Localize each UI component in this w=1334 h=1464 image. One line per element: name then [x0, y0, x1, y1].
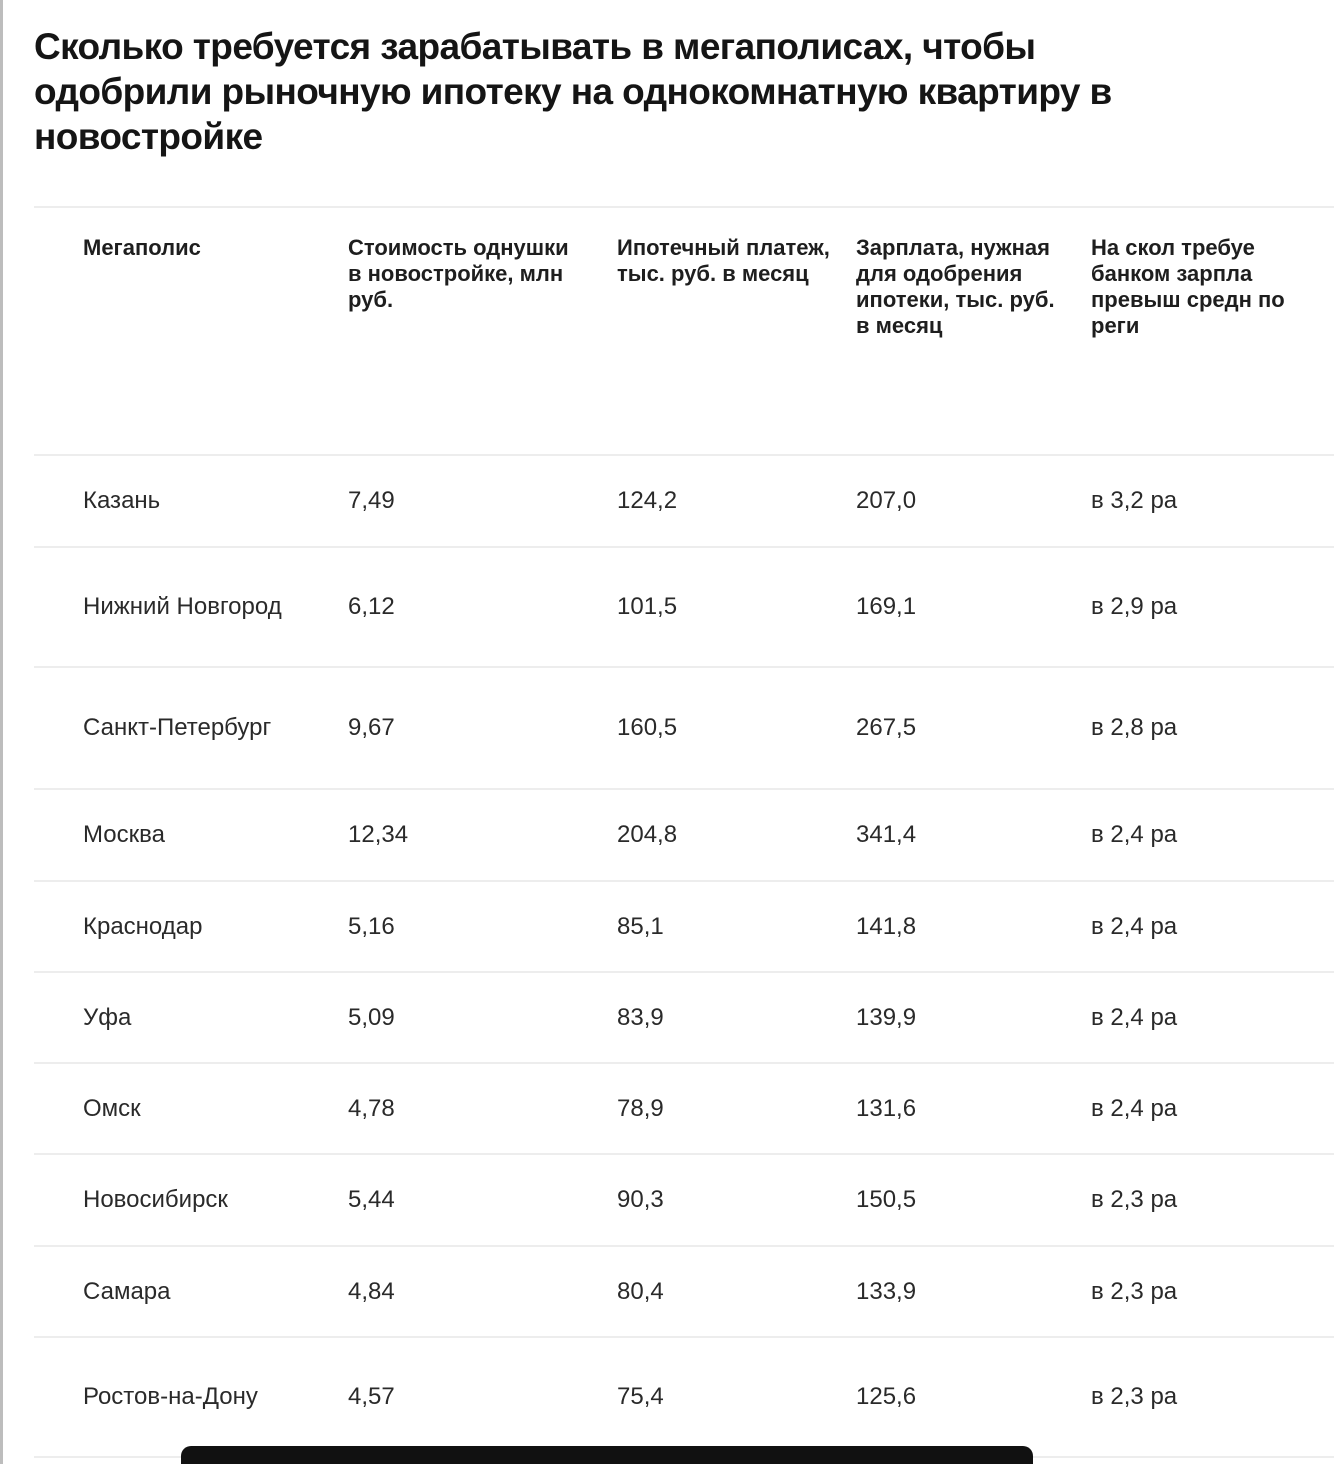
header-ratio: На скол требуе банком зарпла превыш средн по реги [1091, 235, 1285, 338]
table-header-row [34, 208, 1334, 456]
header-payment: Ипотечный платеж, тыс. руб. в месяц [617, 235, 830, 286]
cell-ratio: в 2,3 ра [1091, 1277, 1178, 1305]
table-row [34, 1338, 1334, 1458]
cell-price: 5,09 [348, 1003, 395, 1031]
cell-price: 7,49 [348, 487, 395, 514]
table-row [34, 1064, 1334, 1155]
cell-payment: 160,5 [617, 714, 678, 741]
cell-ratio: в 2,4 ра [1091, 1003, 1178, 1031]
cell-salary: 133,9 [856, 1277, 917, 1305]
header-price: Стоимость однушки в новостройке, млн руб. [348, 235, 569, 312]
cell-salary: 150,5 [856, 1186, 917, 1213]
cell-payment: 75,4 [617, 1383, 664, 1410]
cell-salary: 141,8 [856, 912, 917, 940]
cell-price: 4,78 [348, 1094, 395, 1122]
cell-salary: 131,6 [856, 1094, 917, 1122]
cell-city: Краснодар [83, 912, 203, 940]
cell-payment: 124,2 [617, 487, 678, 514]
header-salary: Зарплата, нужная для одобрения ипотеки, тыс. руб. в месяц [856, 235, 1055, 338]
cell-salary: 267,5 [856, 714, 917, 741]
cell-payment: 78,9 [617, 1094, 664, 1122]
mortgage-table [34, 206, 1334, 1458]
header-city: Мегаполис [83, 235, 201, 260]
cell-payment: 90,3 [617, 1186, 664, 1213]
article-title: Сколько требуется зарабатывать в мегаполисах, чтобы одобрили рыночную ипотеку на однокомнатную квартиру в новостройке [34, 26, 1112, 157]
screen-edge [0, 0, 3, 1464]
cell-price: 5,16 [348, 912, 395, 940]
table-row [34, 1247, 1334, 1338]
table-row [34, 456, 1334, 548]
cell-payment: 204,8 [617, 821, 678, 848]
cell-payment: 101,5 [617, 593, 678, 620]
cell-ratio: в 3,2 ра [1091, 487, 1178, 514]
cell-salary: 169,1 [856, 593, 917, 620]
cell-payment: 83,9 [617, 1003, 664, 1031]
cell-city: Новосибирск [83, 1186, 228, 1213]
cell-salary: 207,0 [856, 487, 917, 514]
cell-salary: 341,4 [856, 821, 917, 848]
table-row [34, 790, 1334, 882]
table-row [34, 882, 1334, 973]
cell-city: Казань [83, 487, 161, 514]
cell-salary: 139,9 [856, 1003, 917, 1031]
cell-price: 4,57 [348, 1383, 395, 1410]
cell-city: Уфа [83, 1003, 132, 1031]
cell-city: Ростов-на-Дону [83, 1383, 258, 1410]
cell-payment: 80,4 [617, 1277, 664, 1305]
table-row [34, 668, 1334, 790]
cell-city: Самара [83, 1277, 171, 1305]
cell-city: Омск [83, 1094, 141, 1122]
cell-ratio: в 2,4 ра [1091, 821, 1178, 848]
cell-price: 4,84 [348, 1277, 395, 1305]
cell-city: Санкт-Петербург [83, 714, 272, 741]
cell-city: Нижний Новгород [83, 593, 282, 620]
cell-ratio: в 2,3 ра [1091, 1186, 1178, 1213]
cell-salary: 125,6 [856, 1383, 917, 1410]
home-indicator-bar[interactable] [181, 1446, 1033, 1464]
cell-ratio: в 2,8 ра [1091, 714, 1178, 741]
cell-city: Москва [83, 821, 165, 848]
cell-payment: 85,1 [617, 912, 664, 940]
cell-ratio: в 2,3 ра [1091, 1383, 1178, 1410]
cell-price: 12,34 [348, 821, 409, 848]
table-row [34, 1155, 1334, 1247]
cell-ratio: в 2,9 ра [1091, 593, 1178, 620]
cell-ratio: в 2,4 ра [1091, 912, 1178, 940]
cell-price: 9,67 [348, 714, 395, 741]
table-row [34, 548, 1334, 668]
table-row [34, 973, 1334, 1064]
cell-ratio: в 2,4 ра [1091, 1094, 1178, 1122]
table-scroll-container[interactable] [34, 206, 1285, 1464]
cell-price: 5,44 [348, 1186, 395, 1213]
cell-price: 6,12 [348, 593, 395, 620]
